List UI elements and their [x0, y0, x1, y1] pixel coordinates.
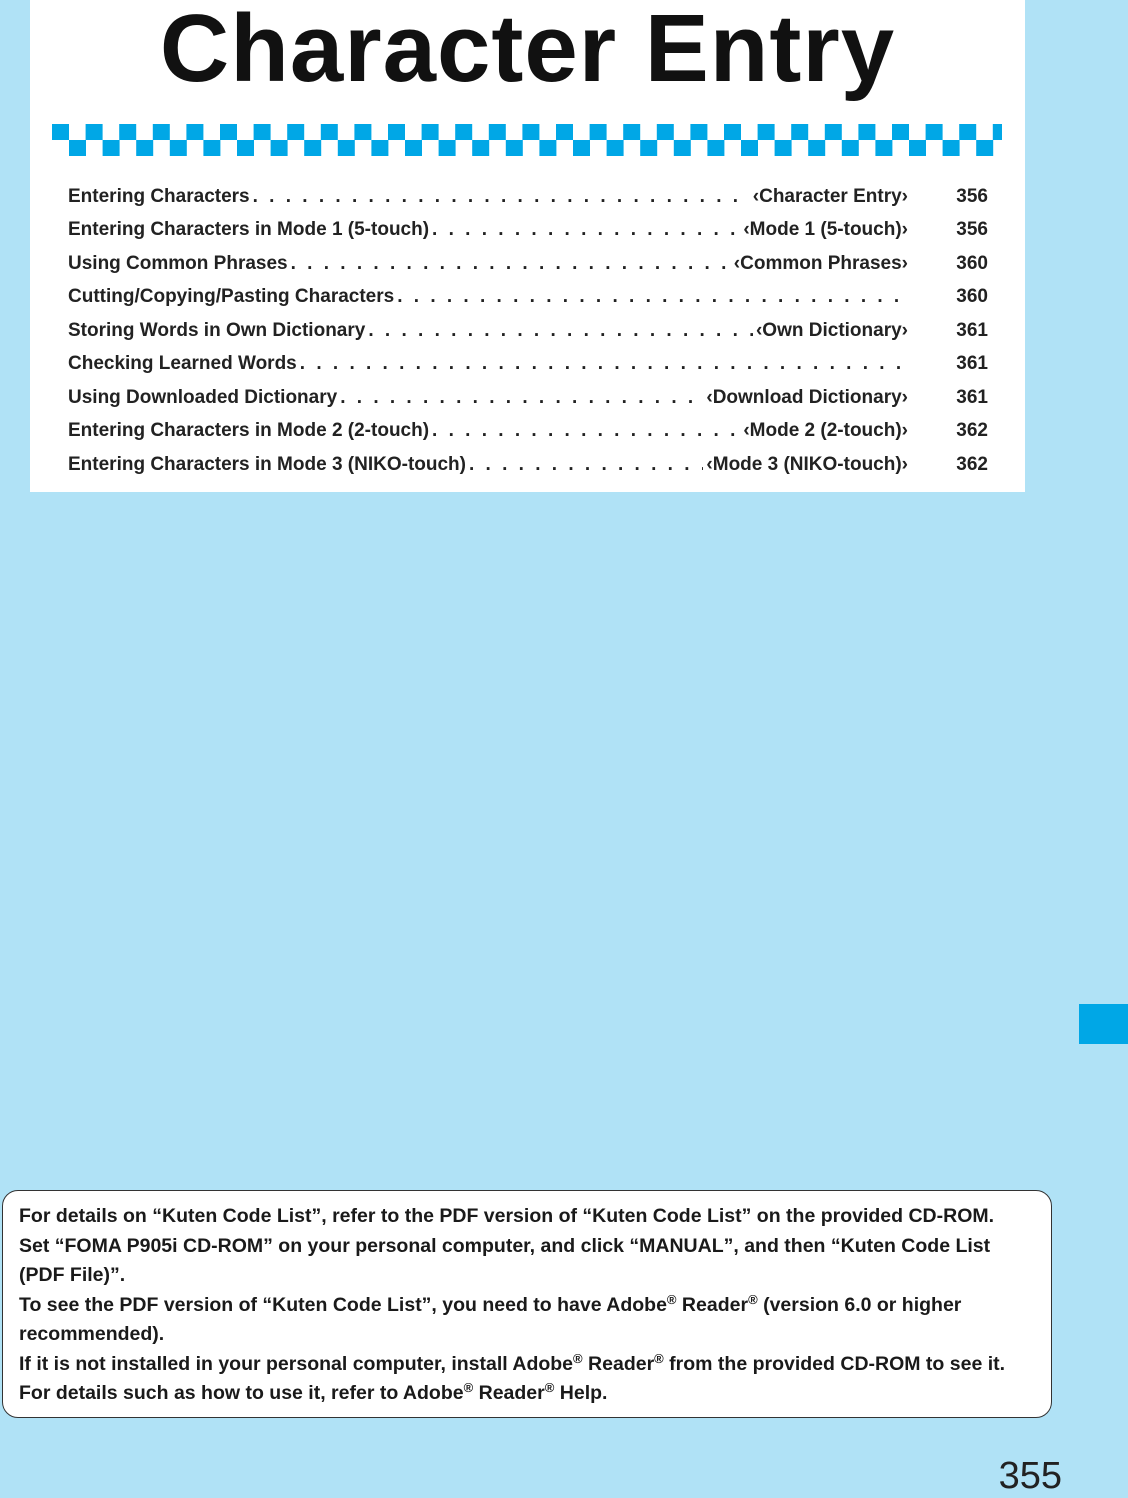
checker-square [741, 140, 758, 156]
checker-square [892, 124, 909, 140]
checker-square [842, 140, 859, 156]
note-line: recommended). [19, 1323, 165, 1345]
toc-entry-tag: ‹Mode 3 (NIKO-touch)› [706, 453, 908, 475]
checker-square [86, 124, 103, 140]
toc-entry-tag: ‹Mode 1 (5-touch)› [743, 219, 908, 241]
toc-leader-dots [300, 353, 905, 375]
toc-entry[interactable] [68, 348, 988, 382]
checker-square [506, 140, 523, 156]
toc-entry[interactable] [68, 214, 988, 248]
checker-square [489, 124, 506, 140]
note-line [19, 1379, 1035, 1409]
toc-entry-page: 360 [956, 252, 988, 274]
toc-entry-tag: ‹Mode 2 (2-touch)› [743, 420, 908, 442]
toc-entry-title: Entering Characters in Mode 1 (5-touch) [68, 219, 430, 241]
registered-mark: ® [654, 1350, 664, 1366]
checker-square [607, 140, 624, 156]
checker-square [825, 124, 842, 140]
toc-entry-page: 362 [956, 420, 988, 442]
checker-square [338, 140, 355, 156]
toc-entry-page: 360 [956, 286, 988, 308]
checker-square [455, 124, 472, 140]
toc-leader-dots [397, 286, 905, 308]
toc-leader-dots [340, 387, 703, 409]
toc-entry-tag: ‹Download Dictionary› [706, 386, 908, 408]
checker-square [287, 124, 304, 140]
toc-entry-title: Using Common Phrases [68, 252, 288, 274]
checker-square [321, 124, 338, 140]
toc-entry-page: 356 [956, 185, 988, 207]
toc-entry-tag: ‹Own Dictionary› [755, 319, 908, 341]
toc-entry-title: Storing Words in Own Dictionary [68, 319, 366, 341]
note-text: For details such as how to use it, refer to Adobe [19, 1382, 464, 1404]
registered-mark: ® [573, 1350, 583, 1366]
checker-square [943, 140, 960, 156]
checker-square [119, 124, 136, 140]
note-text: from the provided CD-ROM to see it. [663, 1352, 1006, 1375]
checker-square [959, 124, 976, 140]
registered-mark: ® [463, 1380, 474, 1395]
note-line: For details on “Kuten Code List”, refer to the PDF version of “Kuten Code List” on the provided CD-ROM. [19, 1205, 995, 1227]
page-number: 355 [998, 1455, 1062, 1497]
checker-square [439, 140, 456, 156]
checker-square [472, 140, 489, 156]
toc-entry-title: Entering Characters in Mode 3 (NIKO-touch) [68, 453, 466, 475]
toc-entry-page: 356 [956, 219, 988, 241]
checker-square [153, 124, 170, 140]
note-text: (version 6.0 or higher [757, 1293, 962, 1316]
note-text: If it is not installed in your personal computer, install Adobe [19, 1352, 574, 1375]
toc-entry-tag: ‹Character Entry› [752, 185, 908, 207]
checker-square [354, 124, 371, 140]
checker-square [186, 124, 203, 140]
checker-square [808, 140, 825, 156]
toc-entry[interactable] [68, 415, 988, 449]
toc-leader-dots [432, 420, 740, 442]
checker-square [522, 124, 539, 140]
checker-square [271, 140, 288, 156]
toc-entry[interactable] [68, 281, 988, 315]
note-text: Reader [676, 1293, 749, 1316]
toc-entry-title: Cutting/Copying/Pasting Characters [68, 286, 395, 308]
note-line [19, 1350, 1035, 1380]
toc-entry-title: Entering Characters [68, 185, 250, 207]
checker-square [976, 140, 993, 156]
note-line: Set “FOMA P905i CD-ROM” on your personal computer, and click “MANUAL”, and then “Kuten Code List [19, 1234, 991, 1257]
toc-entry[interactable] [68, 180, 988, 214]
chapter-header-panel [30, 0, 1025, 492]
checker-square [724, 124, 741, 140]
checker-square [674, 140, 691, 156]
checkered-divider [52, 122, 1002, 158]
checker-square [52, 124, 69, 140]
toc-leader-dots [368, 320, 753, 342]
toc-entry-title: Entering Characters in Mode 2 (2-touch) [68, 420, 430, 442]
checker-square [371, 140, 388, 156]
checker-square [623, 124, 640, 140]
toc-entry-title: Checking Learned Words [68, 353, 297, 375]
checker-square [304, 140, 321, 156]
checker-square [405, 140, 422, 156]
note-line: (PDF File)”. [19, 1264, 126, 1286]
checker-square [590, 124, 607, 140]
toc-entry-page: 361 [956, 353, 988, 375]
checker-square [254, 124, 271, 140]
toc-entry[interactable] [68, 448, 988, 482]
toc-entry[interactable] [68, 314, 988, 348]
checker-square [640, 140, 657, 156]
checker-square [136, 140, 153, 156]
checker-square [993, 124, 1002, 140]
checker-square [875, 140, 892, 156]
toc-entry-title: Using Downloaded Dictionary [68, 386, 338, 408]
checker-square [909, 140, 926, 156]
registered-mark: ® [748, 1291, 758, 1307]
toc-entry-page: 362 [956, 453, 988, 475]
checker-square [926, 124, 943, 140]
registered-mark: ® [666, 1291, 677, 1307]
registered-mark: ® [544, 1380, 555, 1395]
toc-entry[interactable] [68, 381, 988, 415]
toc-leader-dots [432, 219, 740, 241]
checker-square [203, 140, 220, 156]
checker-square [69, 140, 86, 156]
checker-square [103, 140, 120, 156]
checker-square [775, 140, 792, 156]
chapter-side-tab [1079, 1004, 1128, 1044]
checker-square [573, 140, 590, 156]
checker-square [791, 124, 808, 140]
note-text: To see the PDF version of “Kuten Code List”, you need to have Adobe [19, 1293, 667, 1316]
checker-square [539, 140, 556, 156]
checker-square [556, 124, 573, 140]
checker-square [690, 124, 707, 140]
toc-leader-dots [291, 253, 731, 275]
toc-leader-dots [253, 186, 750, 208]
toc-entry[interactable] [68, 247, 988, 281]
checker-square [220, 124, 237, 140]
checker-square [657, 124, 674, 140]
checker-square [422, 124, 439, 140]
table-of-contents [68, 180, 988, 482]
note-text: Help. [554, 1382, 608, 1404]
toc-entry-page: 361 [956, 319, 988, 341]
note-text: Reader [473, 1382, 545, 1404]
toc-entry-tag: ‹Common Phrases› [733, 252, 908, 274]
checker-square [707, 140, 724, 156]
note-line [19, 1291, 1035, 1321]
kuten-code-note [2, 1190, 1052, 1418]
checker-square [388, 124, 405, 140]
checker-square [758, 124, 775, 140]
toc-leader-dots [469, 454, 703, 476]
note-text: Reader [582, 1352, 655, 1375]
checker-square [858, 124, 875, 140]
checker-square [237, 140, 254, 156]
toc-entry-page: 361 [956, 386, 988, 408]
checker-square [170, 140, 187, 156]
chapter-title: Character Entry [159, 0, 896, 102]
